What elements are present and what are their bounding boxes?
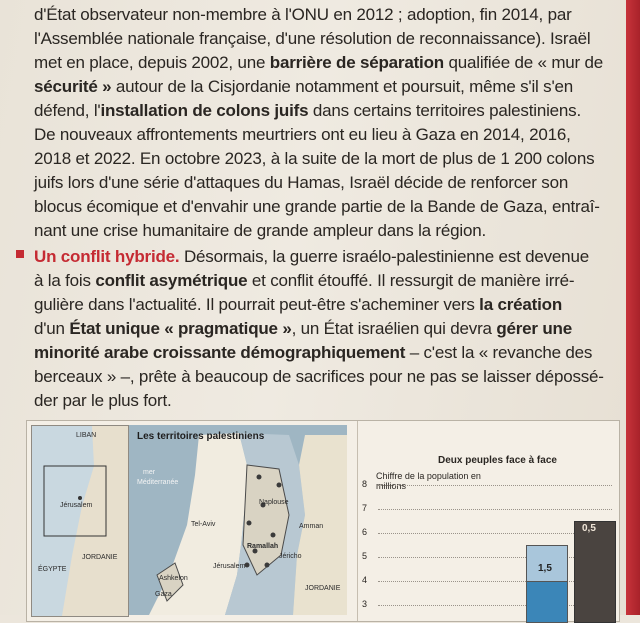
text-span-bold: sécurité »: [34, 77, 112, 96]
text-line: [34, 172, 568, 193]
text-span: autour de la Cisjordanie notamment et poursuit, même s'il s'en: [111, 77, 574, 96]
text-span-bold: la création: [479, 295, 563, 314]
text-line: [34, 76, 573, 97]
text-span: met en place, depuis 2002, une: [34, 53, 270, 72]
inset-map-shape: [32, 426, 128, 616]
text-span: 2018 et 2022. En octobre 2023, à la suite de la mort de plus de 1 200 colons: [34, 149, 595, 168]
text-span: l'Assemblée nationale française, d'une résolution de reconnaissance). Israël: [34, 29, 591, 48]
text-line: [34, 148, 594, 169]
bar-value-label: 1,5: [538, 563, 552, 574]
text-line: [34, 366, 604, 387]
text-line: [34, 294, 562, 315]
text-span-bold: minorité arabe croissante démographiquement: [34, 343, 406, 362]
text-span-bold: gérer une: [496, 319, 572, 338]
text-span-bold: barrière de séparation: [269, 53, 444, 72]
text-span-bold: conflit asymétrique: [95, 271, 248, 290]
text-span: Désormais, la guerre israélo-palestinienne est devenue: [179, 247, 589, 266]
text-span: blocus écomique et d'envahir une grande partie de la Bande de Gaza, entraî-: [34, 197, 600, 216]
y-tick-label: 3: [362, 599, 368, 609]
text-span-bold: État unique « pragmatique »: [69, 319, 292, 338]
text-span: d'un: [34, 319, 70, 338]
map-title: Les territoires palestiniens: [137, 431, 265, 442]
text-line: [34, 270, 574, 291]
text-span: der par le plus fort.: [34, 391, 172, 410]
text-span: gulière dans l'actualité. Il pourrait peut-être s'acheminer vers: [34, 295, 480, 314]
map-label: Ashkelon: [159, 575, 188, 582]
bar-segment: [526, 581, 568, 623]
population-chart: [357, 421, 620, 621]
text-line: [34, 100, 581, 121]
map-label: mer: [143, 469, 156, 476]
text-span: De nouveaux affrontements meurtriers ont eu lieu à Gaza en 2014, 2016,: [34, 125, 571, 144]
text-span-bold: installation de colons juifs: [100, 101, 309, 120]
section-bullet-icon: [16, 250, 24, 258]
map-label: LIBAN: [76, 432, 97, 439]
gridline: [378, 509, 612, 510]
text-span: à la fois: [34, 271, 96, 290]
map-label: JORDANIE: [82, 554, 118, 561]
text-line: [34, 4, 572, 25]
text-line: [34, 220, 486, 241]
text-span: d'État observateur non-membre à l'ONU en 2012 ; adoption, fin 2014, par: [34, 5, 572, 24]
map-label: Jérusalem: [60, 502, 93, 509]
y-tick-label: 8: [362, 479, 368, 489]
map-label: Méditerranée: [137, 479, 179, 486]
chart-y-label: Chiffre de la population en millions: [376, 471, 481, 491]
text-line: [34, 318, 572, 339]
map-label: Gaza: [155, 591, 172, 598]
bar-segment: [574, 521, 616, 623]
text-span: berceaux » –, prête à beaucoup de sacrifices pour ne pas se laisser dépossé-: [34, 367, 604, 386]
y-tick-label: 6: [362, 527, 368, 537]
text-span: dans certains territoires palestiniens.: [308, 101, 581, 120]
text-span: qualifiée de « mur de: [443, 53, 604, 72]
map-label: JORDANIE: [305, 585, 341, 592]
text-line: [34, 246, 589, 267]
y-tick-label: 4: [362, 575, 368, 585]
map-label: Jéricho: [279, 553, 302, 560]
inset-map: [31, 425, 129, 617]
text-span: – c'est la « revanche des: [405, 343, 593, 362]
y-tick-label: 7: [362, 503, 368, 513]
map-label: ÉGYPTE: [38, 566, 67, 573]
bar-value-label: 0,5: [582, 523, 596, 534]
text-line: [34, 28, 590, 49]
text-span: nant une crise humanitaire de grande ampleur dans la région.: [34, 221, 487, 240]
main-map: [129, 425, 347, 615]
text-span: et conflit étouffé. Il ressurgit de manière irré-: [247, 271, 575, 290]
text-span: défend, l': [34, 101, 101, 120]
y-tick-label: 5: [362, 551, 368, 561]
text-line: [34, 124, 571, 145]
map-label: Naplouse: [259, 499, 289, 506]
text-line: [34, 196, 600, 217]
map-label: Tel-Aviv: [191, 521, 216, 528]
text-line: [34, 52, 603, 73]
chart-title: Deux peuples face à face: [438, 455, 557, 466]
map-label: Jérusalem: [213, 563, 246, 570]
figure-panel: [26, 420, 620, 622]
page-edge-band: [626, 0, 640, 615]
text-span: , un État israélien qui devra: [291, 319, 497, 338]
text-line: [34, 390, 172, 411]
text-line: [34, 342, 592, 363]
map-label: Amman: [299, 523, 324, 530]
text-span: juifs lors d'une série d'attaques du Hamas, Israël décide de renforcer son: [34, 173, 569, 192]
map-label: Ramallah: [247, 543, 279, 550]
gridline: [378, 485, 612, 486]
section-heading: Un conflit hybride.: [34, 247, 180, 266]
